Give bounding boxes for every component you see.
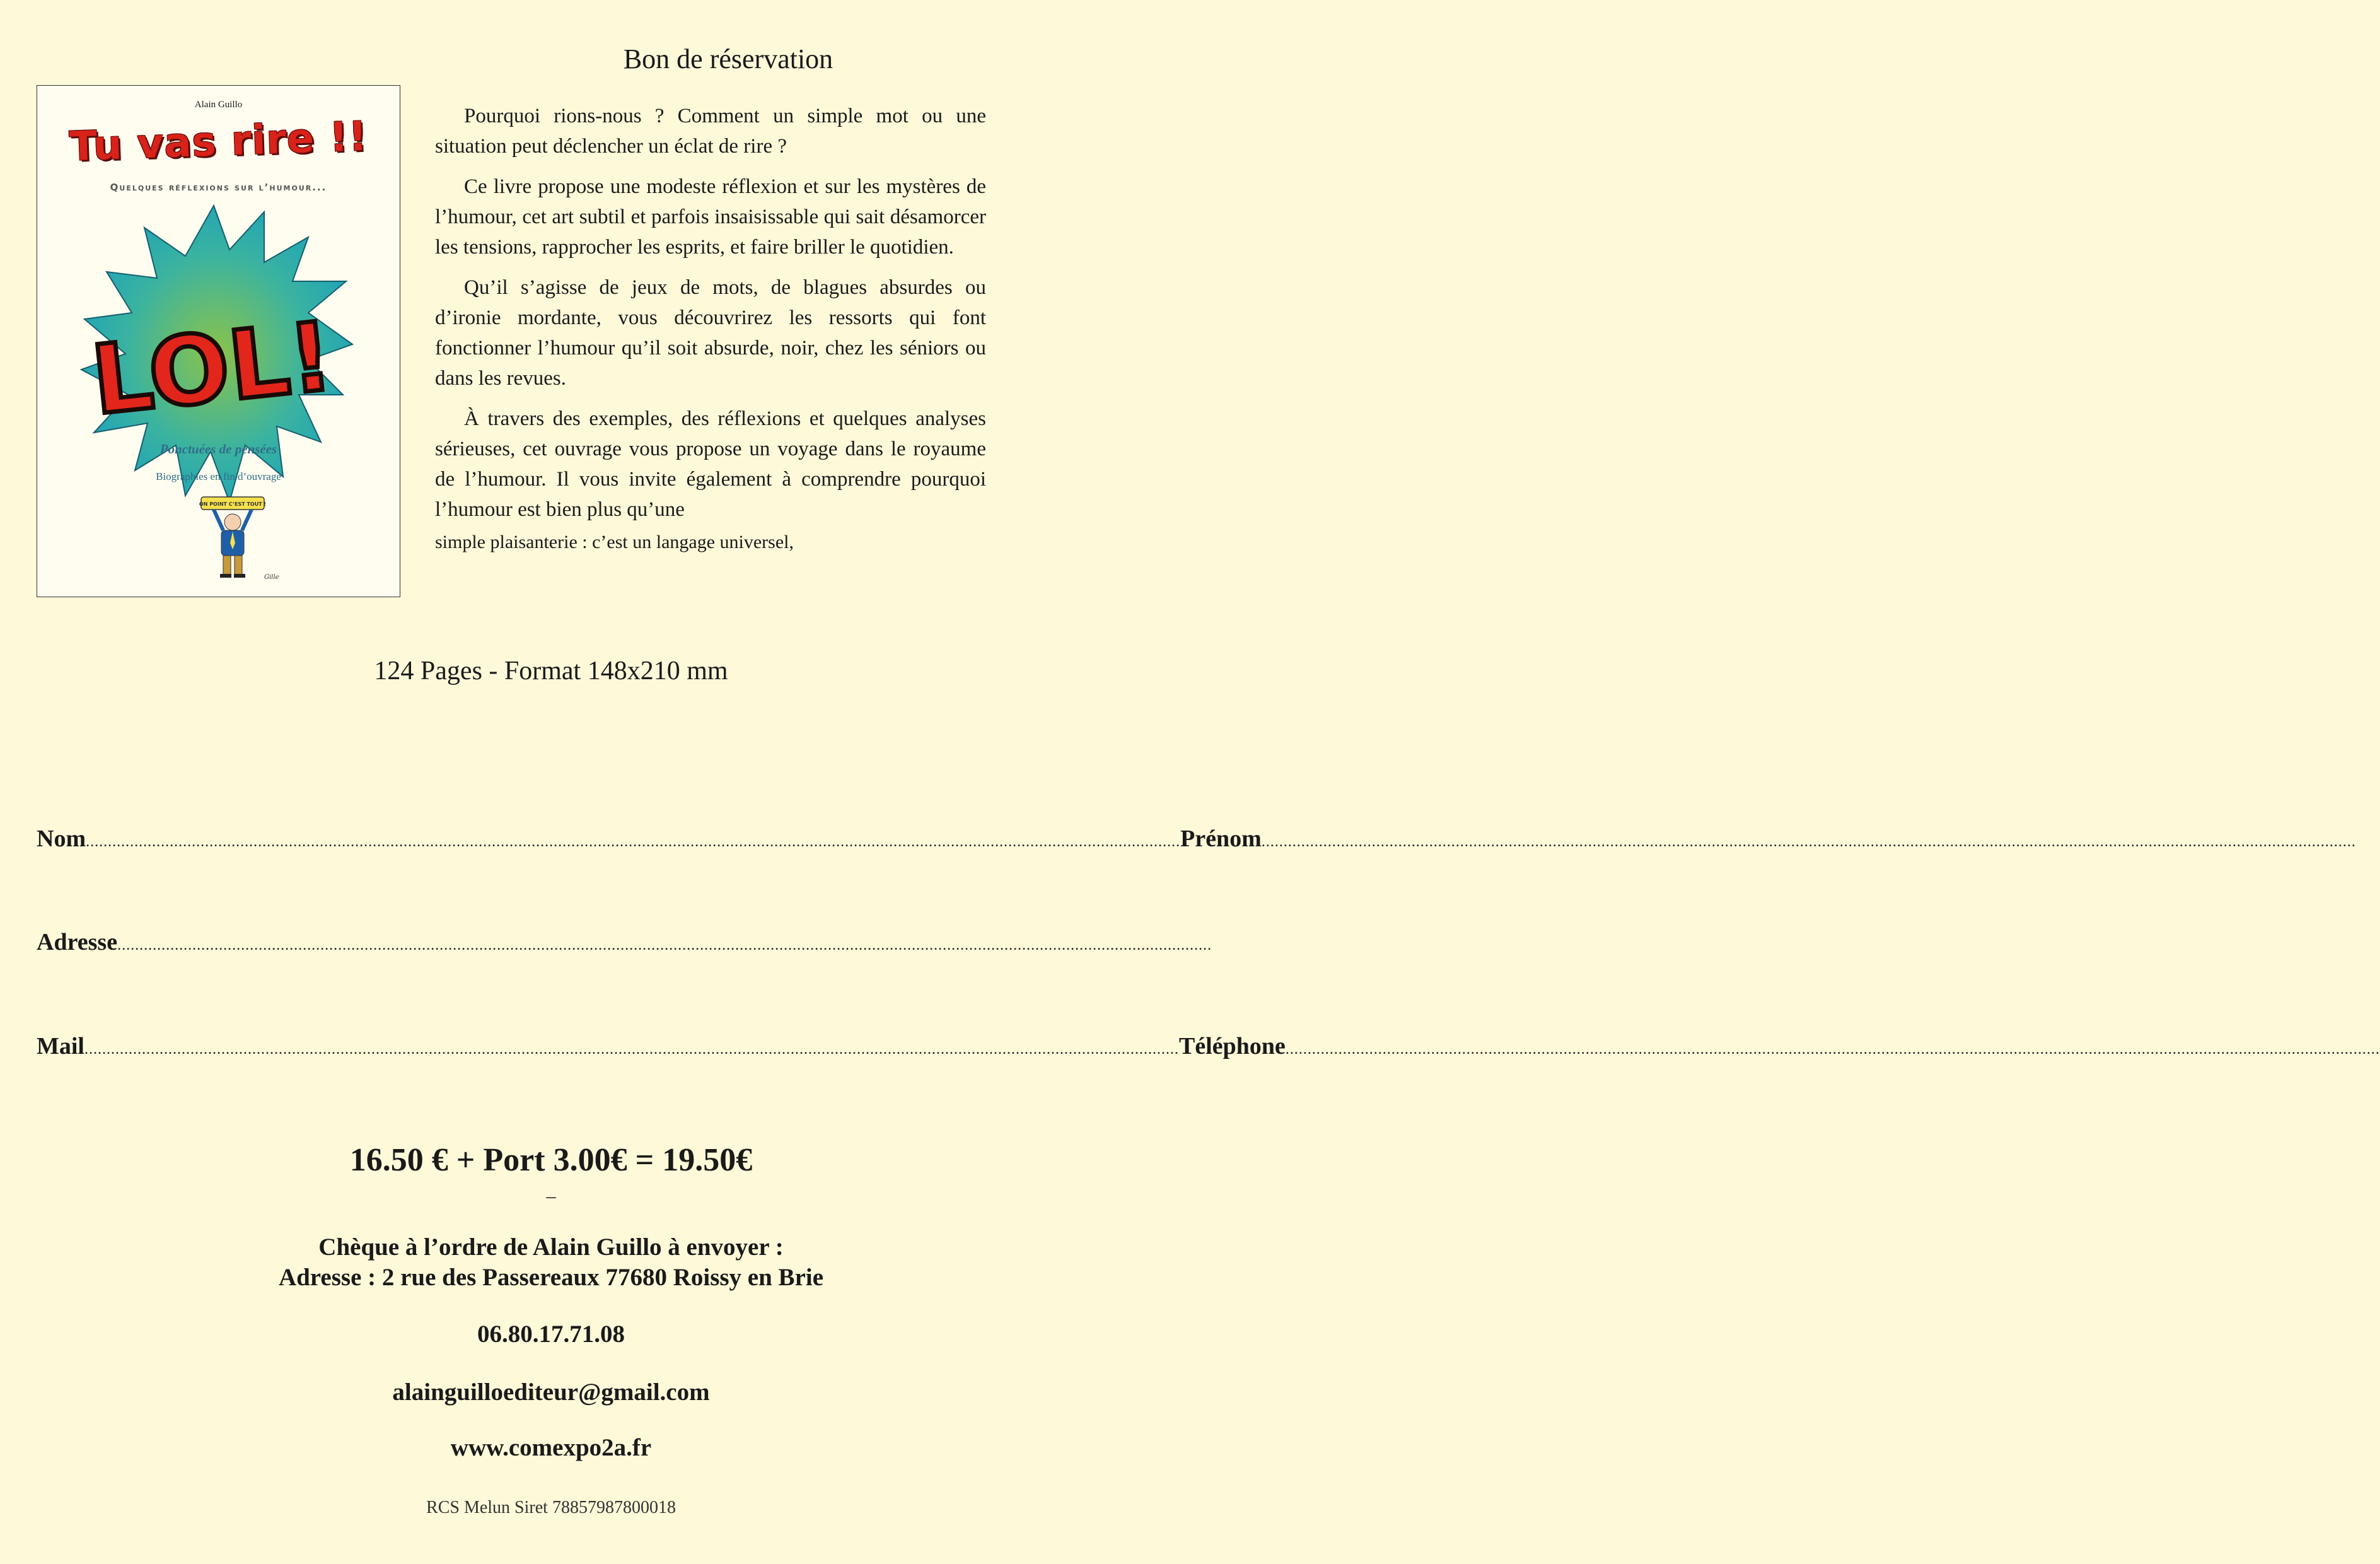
description-paragraph: Qu’il s’agisse de jeux de mots, de blagues absurdes ou d’ironie mordante, vous découvrirez les ressorts qui font fonctionner l’humour qu’il soit absurde, noir, chez les séniors ou dans les revues. — [435, 276, 986, 390]
address-row — [37, 928, 1068, 956]
website-link[interactable]: www.comexpo2a.fr — [450, 1434, 652, 1461]
adresse-label: Adresse — [37, 929, 118, 955]
name-row — [37, 825, 1262, 853]
description-paragraph-end: simple plaisanterie : c’est un langage universel, — [435, 532, 794, 552]
postal-address: Adresse : 2 rue des Passereaux 77680 Roissy en Brie — [278, 1264, 824, 1291]
cover-title: Tu vas rire !! — [68, 113, 369, 171]
sign-text: ON POINT C’EST TOUT ! — [199, 501, 267, 507]
book-format-text: 124 Pages - Format 148x210 mm — [374, 657, 728, 686]
contact-row — [37, 1032, 1286, 1060]
telephone-field[interactable] — [1286, 1041, 2380, 1058]
price-line: 16.50 € + Port 3.00€ = 19.50€ — [349, 1142, 753, 1178]
email-address[interactable]: alainguilloediteur@gmail.com — [392, 1379, 710, 1406]
cover-subtitle: Quelques réflexions sur l’humour... — [110, 182, 327, 193]
description-paragraph: À travers des exemples, des réflexions et quelques analyses sérieuses, cet ouvrage vous propose un voyage dans le royaume de l’humour. Il vous invite également à comprendre pourquoi l’humour est bien plus qu’une — [435, 407, 986, 521]
cartoon-man-illustration — [189, 496, 277, 584]
prenom-label: Prénom — [1180, 826, 1262, 852]
illustrator-signature: Gille — [264, 574, 279, 581]
cover-line-biographies: Biographies en fin d’ouvrage — [156, 470, 281, 482]
company-registration: RCS Melun Siret 78857987800018 — [426, 1498, 676, 1517]
prenom-field[interactable] — [1262, 834, 2356, 851]
mail-field[interactable] — [84, 1041, 1179, 1058]
burst-text: LOL! — [86, 301, 338, 436]
nom-label: Nom — [37, 826, 86, 852]
telephone-label: Téléphone — [1178, 1033, 1286, 1059]
adresse-field[interactable] — [117, 937, 1212, 954]
page-title: Bon de réservation — [623, 44, 833, 74]
description-paragraph: Ce livre propose une modeste réflexion et sur les mystères de l’humour, cet art subtil et parfois insaisissable qui sait désamorcer les tensions, rapprocher les esprits, et faire briller le quotidien. — [435, 175, 986, 259]
phone-number: 06.80.17.71.08 — [477, 1321, 625, 1348]
book-description — [435, 101, 986, 568]
separator-dash: – — [546, 1186, 556, 1206]
cheque-instruction: Chèque à l’ordre de Alain Guillo à envoyer : — [318, 1234, 784, 1261]
book-cover-image — [37, 85, 400, 597]
description-paragraph: Pourquoi rions-nous ? Comment un simple mot ou une situation peut déclencher un éclat de rire ? — [435, 105, 986, 158]
cover-author: Alain Guillo — [194, 100, 243, 110]
nom-field[interactable] — [86, 834, 1180, 851]
mail-label: Mail — [37, 1033, 84, 1059]
book-format — [0, 656, 1102, 686]
cover-line-pensees: Ponctuées de pensées — [160, 441, 277, 457]
